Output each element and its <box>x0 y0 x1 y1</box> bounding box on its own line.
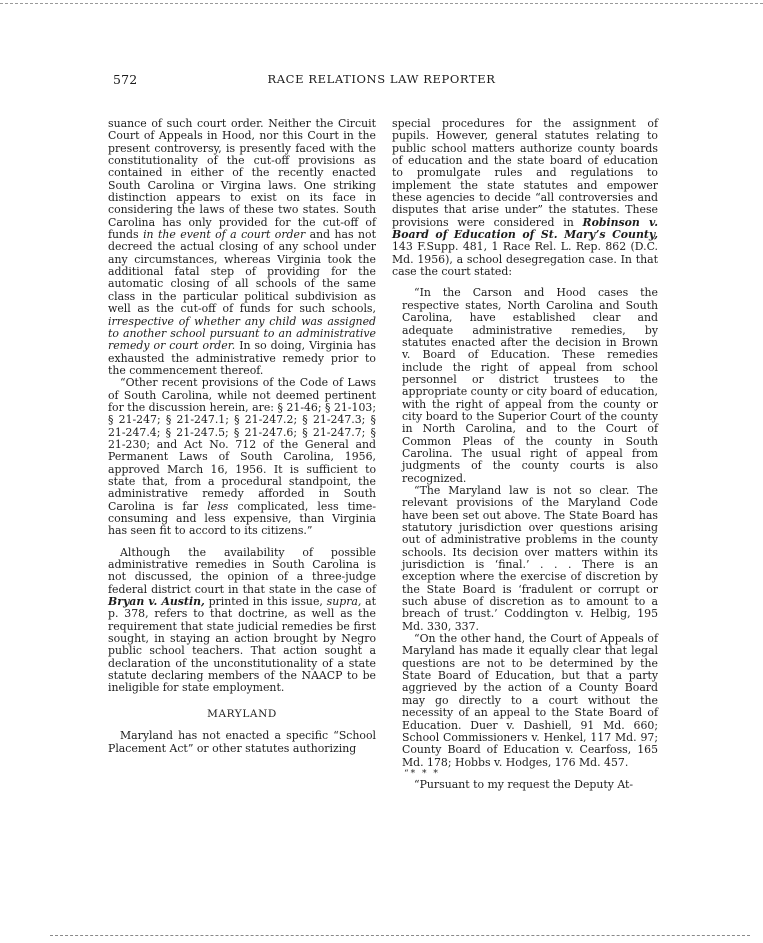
text-run: at p. 378, refers to that doctrine, as well as the requirement that state judicial remedies be first sought, in staying an action brought by Negro public school teachers. That action sought a declaration of the unconstitutionality of a state statute declaring members of the NAACP to be ineligible for state employment. <box>108 595 376 695</box>
left-column <box>108 118 376 755</box>
running-head: RACE RELATIONS LAW REPORTER <box>267 72 496 86</box>
right-column <box>392 118 658 791</box>
text-run: complicated, less time-consuming and less expensive, than Virginia has seen fit to accord to its citizens.” <box>108 499 376 538</box>
text-run: In so doing, Virginia has exhausted the administrative remedy prior to the commencement thereof. <box>108 339 376 377</box>
text-run: Robinson v. Board of Education of St. Mary’s County, <box>392 215 658 242</box>
text-run: Maryland has not enacted a specific “School Placement Act” or other statutes authorizing <box>108 729 376 755</box>
text-run: 143 F.Supp. 481, 1 Race Rel. L. Rep. 862 (D.C. Md. 1956), a school desegregation case. In that case the court stated: <box>392 240 658 279</box>
block-quote <box>392 779 658 791</box>
text-run: “In the Carson and Hood cases the respective states, North Carolina and South Carolina, have established clear and adequate administrative remedies, by statutes enacted after the decision in Brown v. Board of Education. These remedies include the right of appeal from school personnel or district trustees to the appropriate county or city board of education, with the right of appeal from the county or city board to the Superior Court of the county in North Carolina, and to the Court of Common Pleas of the county in South Carolina. The usual right of appeal from judgments of the county courts is also recognized. <box>402 286 658 485</box>
text-run: suance of such court order. Neither the Circuit Court of Appeals in Hood, nor this Court in the present controversy, is presently faced with the constitutionality of the cut-off provisions as contained in either of the recently enacted South Carolina or Virgina laws. One striking distinction appears to exist on its face in considering the laws of these two states. South Carolina has only provided for the cut-off of funds <box>108 117 376 242</box>
text-run: “Other recent provisions of the Code of Laws of South Carolina, while not deemed pertinent for the discussion herein, are: § 21-46; § 21-103; § 21-247; § 21-247.1; § 21-247.2; § 21-247.3; § 21-247.4; § 21-247.5; § 21-247.6; § 21-247.7; § 21-230; and Act No. 712 of the General and Permanent Laws of South Carolina, 1956, approved March 16, 1956. It is sufficient to state that, from a procedural standpoint, the administrative remedy afforded in South Carolina is far <box>108 376 376 513</box>
text-run: irrespective of whether any child was assigned to another school pursuant to an administrative remedy or court order. <box>108 314 376 353</box>
text-run: in the event of a court order <box>143 228 306 242</box>
block-quote <box>392 485 658 633</box>
text-run: “The Maryland law is not so clear. The relevant provisions of the Maryland Code have been set out above. The State Board has statutory jurisdiction over questions arising out of administrative problems in the county schools. Its decision over matters within its jurisdiction is ‘final.’ . . . There is an exception where the exercise of discretion by the State Board is ‘fradulent or corrupt or such abuse of discretion as to amount to a breach of trust.’ Coddington v. Helbig, 195 Md. 330, 337. <box>402 483 658 633</box>
text-run: less <box>207 499 229 513</box>
text-run: “Pursuant to my request the Deputy At- <box>414 777 634 791</box>
block-quote <box>392 287 658 485</box>
text-run: Although the availability of possible administrative remedies in South Carolina is not discussed, the opinion of a three-judge federal district court in that state in the case of <box>108 545 376 596</box>
scan-edge-bottom <box>50 935 750 936</box>
paragraph <box>392 118 658 278</box>
text-run: supra, <box>326 595 362 609</box>
section-heading: MARYLAND <box>207 707 277 720</box>
text-run: “On the other hand, the Court of Appeals of Maryland has made it equally clear that legal questions are not to be determined by the State Board of Education, but that a party aggrieved by the action of a County Board may go directly to a court without the necessity of an appeal to the State Board of Education. Duer v. Dashiell, 91 Md. 660; School Commissioners v. Henkel, 117 Md. 97; County Board of Education v. Cearfoss, 165 Md. 178; Hobbs v. Hodges, 176 Md. 457. <box>402 632 658 769</box>
text-run: Bryan v. Austin, <box>108 595 205 609</box>
paragraph <box>108 377 376 537</box>
text-run: special procedures for the assignment of pupils. However, general statutes relating to public school matters authorize county boards of education and the state board of education to promulgate rules and regulations to implement the state statutes and empower these agencies to decide “all controversies and disputes that arise under” the statutes. These provisions were considered in <box>392 117 658 229</box>
scan-edge-top <box>0 3 763 4</box>
text-run: and has not decreed the actual closing of any school under any circumstances, whereas Virginia took the additional fatal step of providing for the automatic closing of all schools of the same class in the particular political subdivision as well as the cut-off of funds for such schools, <box>108 228 376 316</box>
text-run: printed in this issue, <box>204 595 327 609</box>
paragraph <box>108 118 376 377</box>
block-quote <box>392 633 658 769</box>
paragraph <box>108 730 376 755</box>
page-number: 572 <box>113 72 138 87</box>
paragraph <box>108 547 376 695</box>
ellipsis-stars: “* * * <box>404 768 440 779</box>
